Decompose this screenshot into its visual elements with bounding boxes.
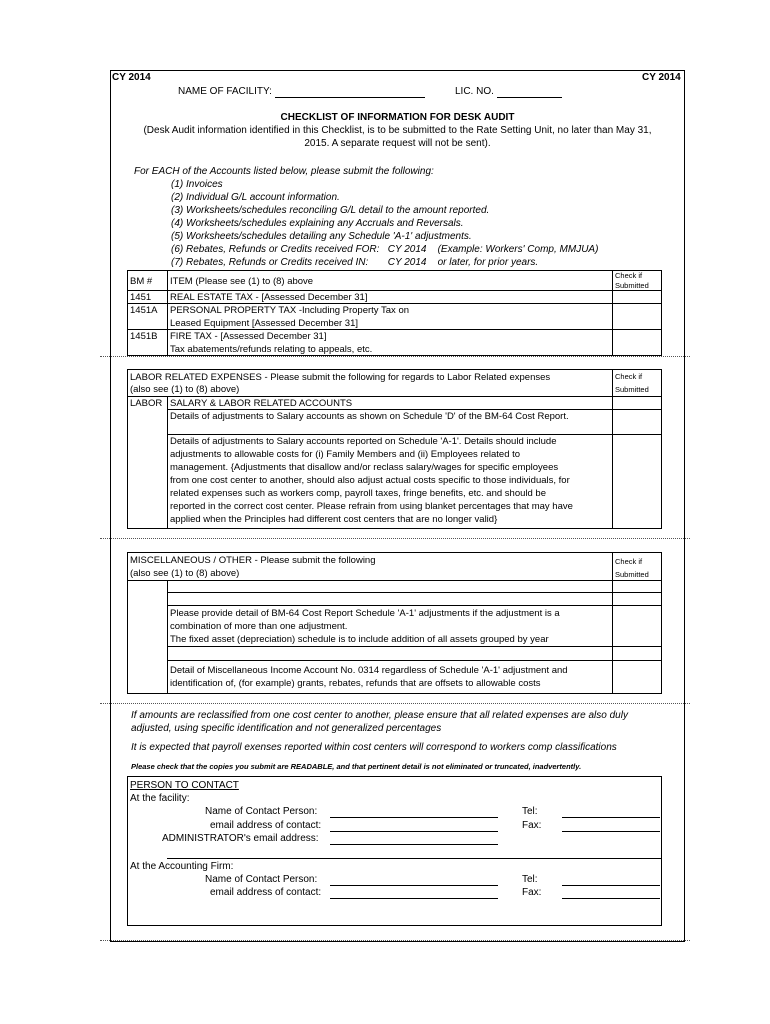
title-sub-1: (Desk Audit information identified in this Checklist, is to be submitted to the Rate Setting Unit, no later than May 31,: [143, 125, 652, 136]
misc-detail-line: Detail of Miscellaneous Income Account No. 0314 regardless of Schedule 'A-1' adjustment and: [170, 665, 568, 676]
labor-tag: LABOR: [130, 398, 163, 409]
contact-rule: [167, 858, 662, 859]
misc-table-rule: [167, 660, 662, 661]
table-row-item: FIRE TAX - [Assessed December 31]: [170, 331, 327, 342]
tel-field[interactable]: [562, 817, 660, 818]
contact-email-label: email address of contact:: [210, 820, 322, 831]
misc-table-rule: [127, 580, 662, 581]
labor-detail-line: adjustments to allowable costs for (i) Family Members and (ii) Employees related to: [170, 449, 521, 460]
title-sub-2: 2015. A separate request will not be sent).: [304, 138, 491, 149]
facility-name-field[interactable]: [275, 87, 425, 98]
dotted-separator: [100, 703, 690, 704]
table-row-item: REAL ESTATE TAX - [Assessed December 31]: [170, 292, 368, 303]
col-bm-header: BM #: [130, 276, 153, 287]
labor-table-rule: [167, 434, 662, 435]
col-item-header: ITEM (Please see (1) to (8) above: [170, 276, 314, 287]
tel-label: Tel:: [522, 806, 538, 817]
page-title: CHECKLIST OF INFORMATION FOR DESK AUDIT: [280, 112, 515, 123]
instruction-item: (1) Invoices: [171, 179, 223, 190]
firm-fax-field[interactable]: [562, 898, 660, 899]
lic-no-field[interactable]: [497, 87, 562, 98]
instruction-item: (4) Worksheets/schedules explaining any Accruals and Reversals.: [171, 218, 464, 229]
facility-name-label: NAME OF FACILITY:: [178, 86, 425, 98]
instruction-item: (7) Rebates, Refunds or Credits received IN: CY 2014 or later, for prior years.: [171, 257, 539, 268]
firm-tel-label: Tel:: [522, 874, 538, 885]
note-readable: Please check that the copies you submit are READABLE, and that pertinent detail is not eliminated or truncated, inadvertently.: [131, 762, 582, 771]
check-cell-a1-adjustments[interactable]: [613, 606, 661, 645]
check-cell-real-estate[interactable]: [613, 291, 661, 302]
instruction-item: (6) Rebates, Refunds or Credits received FOR: CY 2014 (Example: Workers' Comp, MMJUA): [171, 244, 599, 255]
cy-left: CY 2014: [112, 72, 151, 83]
tax-table-rule: [127, 290, 662, 291]
instruction-item: (2) Individual G/L account information.: [171, 192, 340, 203]
cy-right: CY 2014: [642, 72, 681, 83]
contact-email-field[interactable]: [330, 831, 498, 832]
tax-table-divider: [167, 270, 168, 356]
check-cell-salary-d[interactable]: [613, 410, 661, 433]
labor-detail-line: from one cost center to another, should also adjust actual costs specific to those individuals, for: [170, 475, 570, 486]
check-cell-misc-income[interactable]: [613, 661, 661, 693]
admin-email-label: ADMINISTRATOR's email address:: [162, 833, 319, 844]
firm-contact-name-label: Name of Contact Person:: [205, 874, 318, 885]
firm-email-field[interactable]: [330, 898, 498, 899]
labor-detail-1: Details of adjustments to Salary accounts as shown on Schedule 'D' of the BM-64 Cost Report.: [170, 411, 569, 422]
misc-heading-2: (also see (1) to (8) above): [130, 568, 240, 579]
note-payroll: It is expected that payroll exenses reported within cost centers will correspond to workers comp classifications: [131, 742, 617, 753]
contact-name-field[interactable]: [330, 817, 498, 818]
check-cell-personal-property[interactable]: [613, 304, 661, 328]
facility-label: At the facility:: [130, 793, 190, 804]
check-cell-fire-tax[interactable]: [613, 330, 661, 355]
labor-heading-2: (also see (1) to (8) above): [130, 384, 240, 395]
table-row-bm: 1451: [130, 292, 152, 303]
contact-title: PERSON TO CONTACT: [130, 780, 239, 791]
labor-detail-line: reported in the correct cost center. Please refrain from using blanket percentages that may have: [170, 501, 573, 512]
labor-table-divider: [167, 396, 168, 529]
check-header: Check if: [615, 372, 643, 381]
misc-table-divider: [167, 580, 168, 694]
labor-title: SALARY & LABOR RELATED ACCOUNTS: [170, 398, 353, 409]
table-row-bm: 1451B: [130, 331, 158, 342]
misc-heading: MISCELLANEOUS / OTHER - Please submit the following: [130, 555, 376, 566]
check-header-2: Submitted: [615, 281, 649, 290]
note-reclass-1: If amounts are reclassified from one cost center to another, please ensure that all related expenses are also duly: [131, 710, 628, 721]
table-row-item: Tax abatements/refunds relating to appeals, etc.: [170, 344, 373, 355]
table-row-bm: 1451A: [130, 305, 158, 316]
labor-detail-line: Details of adjustments to Salary accounts reported on Schedule 'A-1'. Details should include: [170, 436, 557, 447]
admin-email-field[interactable]: [330, 844, 498, 845]
misc-table-rule: [167, 605, 662, 606]
firm-fax-label: Fax:: [522, 887, 542, 898]
firm-contact-name-field[interactable]: [330, 885, 498, 886]
fax-label: Fax:: [522, 820, 542, 831]
labor-heading: LABOR RELATED EXPENSES - Please submit the following for regards to Labor Related expenses: [130, 372, 551, 383]
firm-email-label: email address of contact:: [210, 887, 322, 898]
contact-name-label: Name of Contact Person:: [205, 806, 318, 817]
firm-label: At the Accounting Firm:: [130, 861, 234, 872]
misc-detail-line: Please provide detail of BM-64 Cost Report Schedule 'A-1' adjustments if the adjustment is a: [170, 608, 560, 619]
misc-detail-2: The fixed asset (depreciation) schedule is to include addition of all assets grouped by year: [170, 634, 549, 645]
table-row-item: Leased Equipment [Assessed December 31]: [170, 318, 358, 329]
lic-no-label: LIC. NO.: [455, 86, 562, 98]
misc-table-rule: [167, 592, 662, 593]
note-reclass-2: adjusted, using specific identification and not generalized percentages: [131, 723, 442, 734]
instructions-intro: For EACH of the Accounts listed below, please submit the following:: [134, 166, 434, 177]
check-cell-salary-a1[interactable]: [613, 435, 661, 528]
misc-detail-line: identification of, (for example) grants, rebates, refunds that are offsets to allowable costs: [170, 678, 541, 689]
table-row-item: PERSONAL PROPERTY TAX -Including Property Tax on: [170, 305, 410, 316]
labor-detail-line: applied when the Principles had different cost centers that are no longer valid}: [170, 514, 498, 525]
check-header: Check if: [615, 271, 643, 280]
misc-detail-line: combination of more than one adjustment.: [170, 621, 348, 632]
fax-field[interactable]: [562, 831, 660, 832]
contact-box: [127, 776, 662, 926]
dotted-separator: [100, 940, 690, 941]
instruction-item: (3) Worksheets/schedules reconciling G/L detail to the amount reported.: [171, 205, 490, 216]
labor-detail-line: related expenses such as workers comp, payroll taxes, fringe benefits, etc. and should be: [170, 488, 546, 499]
labor-table-rule: [127, 396, 662, 397]
dotted-separator: [100, 356, 690, 357]
check-header-2: Submitted: [615, 570, 649, 579]
labor-detail-line: management. {Adjustments that disallow and/or reclass salary/wages for specific employees: [170, 462, 559, 473]
instruction-item: (5) Worksheets/schedules detailing any Schedule 'A-1' adjustments.: [171, 231, 472, 242]
dotted-separator: [100, 538, 690, 539]
check-header: Check if: [615, 557, 643, 566]
misc-table-rule: [167, 646, 662, 647]
check-header-2: Submitted: [615, 385, 649, 394]
firm-tel-field[interactable]: [562, 885, 660, 886]
